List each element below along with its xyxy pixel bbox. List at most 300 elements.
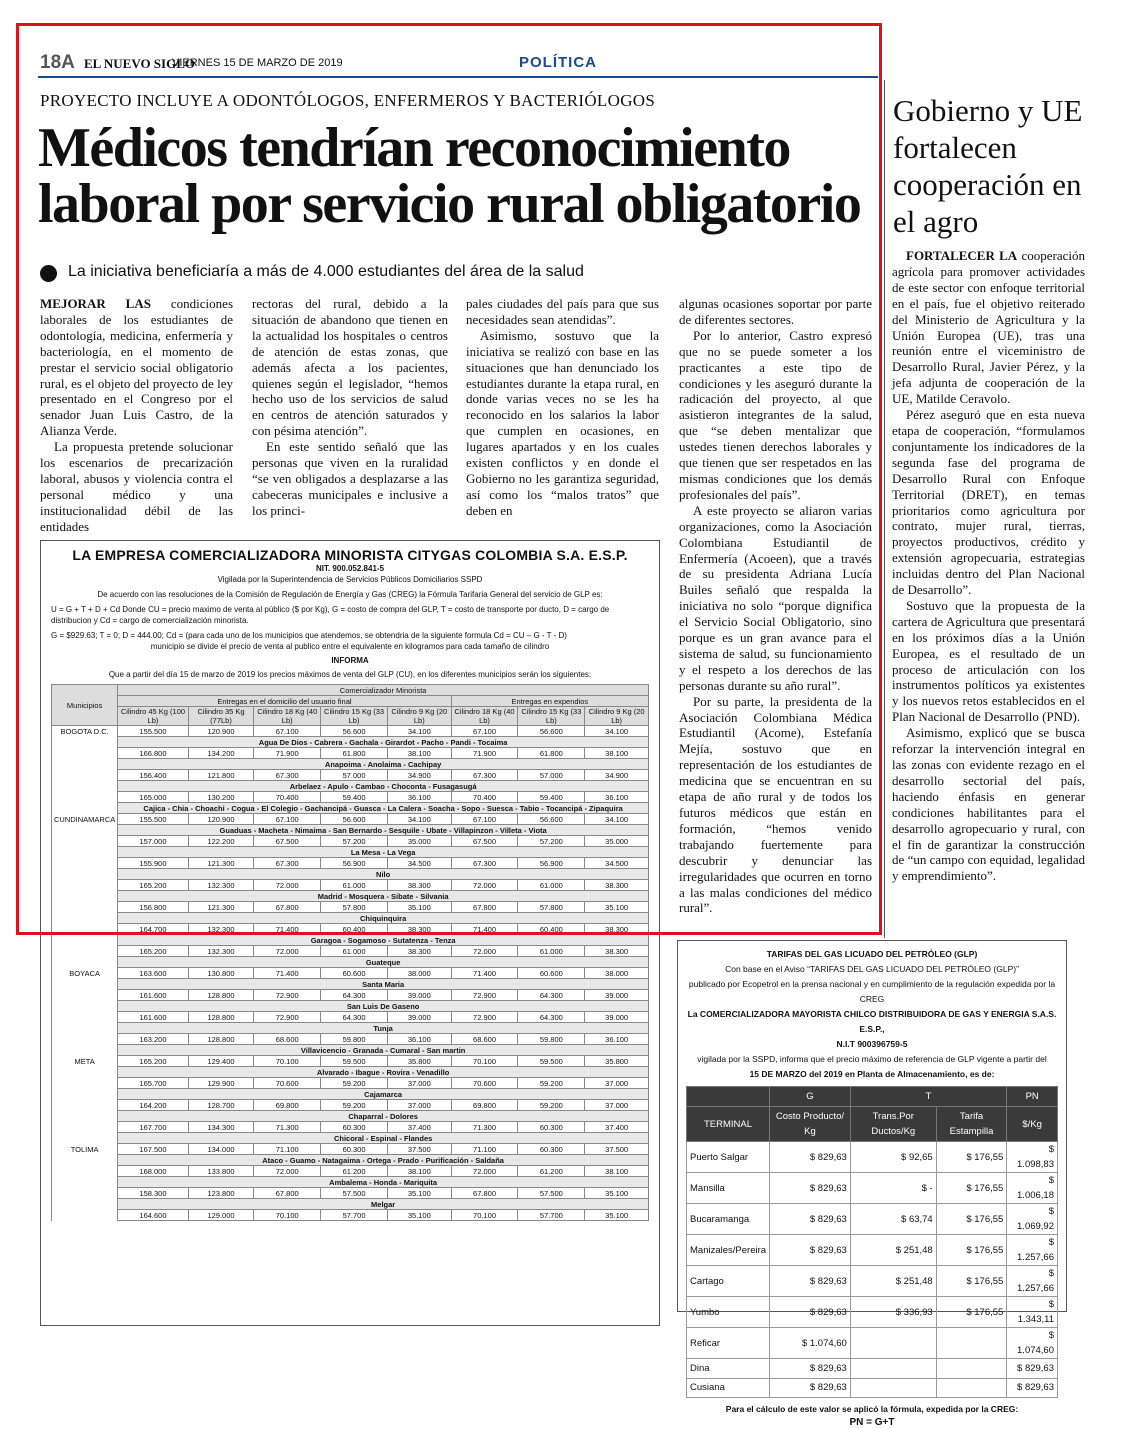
- value-cell: $ 829,63: [770, 1266, 851, 1297]
- column-header: Cilindro 45 Kg (100 Lb): [118, 707, 188, 726]
- table-row: [687, 1235, 1058, 1266]
- value-cell: $ 829,63: [770, 1204, 851, 1235]
- price-cell: 39.000: [585, 990, 649, 1001]
- value-cell: $ 251,48: [850, 1266, 936, 1297]
- municipio-cell: [52, 924, 118, 935]
- paragraph: condiciones laborales de los estudiantes de odontología, medicina, enfermería y bacteriología, en el momento de prestar el servicio social obligatorio rural, es el objeto del proyecto de ley presentado en el Congreso por el senador Juan Luis Castro, de la Alianza Verde.: [40, 296, 233, 439]
- table-row: [52, 891, 649, 902]
- subheading: La iniciativa beneficiaría a más de 4.000 estudiantes del área de la salud: [68, 263, 584, 280]
- terminal-cell: Dina: [687, 1359, 770, 1379]
- table-row: [52, 1012, 649, 1023]
- value-cell: [850, 1328, 936, 1359]
- price-cell: 71.400: [451, 924, 518, 935]
- price-cell: 67.300: [254, 770, 321, 781]
- price-cell: 38.000: [585, 968, 649, 979]
- price-cell: 64.300: [321, 1012, 388, 1023]
- price-cell: 168.000: [118, 1166, 188, 1177]
- article-column-3: [466, 296, 659, 519]
- price-cell: 59.500: [518, 1056, 585, 1067]
- vigilada-text: Vigilada por la Superintendencia de Servicios Públicos Domiciliarios SSPD: [217, 575, 483, 584]
- article-column-4: [679, 296, 872, 916]
- price-cell: 121.800: [188, 770, 254, 781]
- table-row: [52, 1056, 649, 1067]
- value-cell: $ 63,74: [850, 1204, 936, 1235]
- price-cell: 161.600: [118, 990, 188, 1001]
- group-label: Madrid - Mosquera - Sibate - Silvania: [118, 891, 649, 902]
- price-cell: 155.500: [118, 726, 188, 737]
- group-label: Arbelaez - Apulo - Cambao - Choconta - Fusagasugá: [118, 781, 649, 792]
- group-label: Ataco - Guamo - Natagaima - Ortega - Prado - Purificación - Saldaña: [118, 1155, 649, 1166]
- price-cell: 70.100: [451, 1210, 518, 1221]
- table-row: [52, 1100, 649, 1111]
- price-cell: 35.800: [585, 1056, 649, 1067]
- municipio-cell: [52, 946, 118, 957]
- price-cell: 39.000: [585, 1012, 649, 1023]
- headline-line-1: Médicos tendrían reconocimiento: [38, 117, 790, 179]
- table-row: [52, 770, 649, 781]
- price-cell: 59.200: [518, 1100, 585, 1111]
- terminal-cell: Bucaramanga: [687, 1204, 770, 1235]
- price-cell: 134.000: [188, 1144, 254, 1155]
- informa-label: INFORMA: [331, 656, 369, 665]
- municipio-cell: TOLIMA: [52, 1144, 118, 1155]
- price-cell: 61.000: [518, 946, 585, 957]
- price-cell: 134.200: [188, 748, 254, 759]
- header-comercializador: Comercializador Minorista: [118, 685, 649, 696]
- price-cell: 57.500: [321, 1188, 388, 1199]
- header-blank: [687, 1087, 770, 1107]
- municipio-cell: [52, 748, 118, 759]
- price-cell: 71.400: [254, 924, 321, 935]
- table-row: [52, 847, 649, 858]
- price-cell: 166.800: [118, 748, 188, 759]
- municipio-cell: [52, 935, 118, 946]
- table-row: [52, 924, 649, 935]
- municipio-cell: [52, 1089, 118, 1100]
- price-cell: 164.700: [118, 924, 188, 935]
- value-cell: [850, 1359, 936, 1379]
- paragraph: pales ciudades del país para que sus necesidades sean atendidas”.: [466, 296, 659, 327]
- price-cell: 69.800: [451, 1100, 518, 1111]
- price-cell: 165.200: [118, 880, 188, 891]
- price-table: [51, 684, 649, 1221]
- price-cell: 38.100: [387, 748, 451, 759]
- table-row: [52, 1144, 649, 1155]
- price-cell: 37.500: [585, 1144, 649, 1155]
- price-cell: 68.600: [451, 1034, 518, 1045]
- price-cell: 132.300: [188, 924, 254, 935]
- municipio-cell: [52, 825, 118, 836]
- price-cell: 56.600: [518, 726, 585, 737]
- price-cell: 61.000: [321, 946, 388, 957]
- price-cell: 61.800: [321, 748, 388, 759]
- municipio-cell: [52, 737, 118, 748]
- price-cell: 56.600: [321, 726, 388, 737]
- price-cell: 67.100: [254, 814, 321, 825]
- header-domicilio: Entregas en el domicilio del usuario final: [118, 696, 451, 707]
- price-cell: 61.000: [518, 880, 585, 891]
- price-cell: 71.400: [254, 968, 321, 979]
- municipio-cell: [52, 1199, 118, 1210]
- table-row: [52, 792, 649, 803]
- price-cell: 37.400: [387, 1122, 451, 1133]
- municipio-cell: [52, 1034, 118, 1045]
- paragraph: Por su parte, la presidenta de la Asociación Colombiana Médica Estudiantil (Acome), Estefanía Mejía, sostuvo que en representación de los estudiantes de medicina que se encuentran en su etapa de año rural y de todos los futuros médicos que están en formación, “hemos venido trabajando fuertemente para descubrir y denunciar las irregularidades que ocurren en torno a las malas condiciones del médico rural”.: [679, 693, 872, 916]
- advert-line: Con base en el Aviso “TARIFAS DEL GAS LICUADO DEL PETRÓLEO (GLP)”: [725, 964, 1019, 974]
- advert-line: publicado por Ecopetrol en la prensa nacional y en cumplimiento de la regulación expedida por la CREG: [688, 979, 1056, 1004]
- price-cell: 71.900: [451, 748, 518, 759]
- price-cell: 59.800: [321, 1034, 388, 1045]
- price-cell: 56.600: [321, 814, 388, 825]
- paragraph: algunas ocasiones soportar por parte de diferentes sectores.: [679, 296, 872, 327]
- price-cell: 67.800: [254, 902, 321, 913]
- formula-text: U = G + T + D + Cd Donde CU = precio maximo de venta al público ($ por Kg), G = costo de compra del GLP, T = costo de transporte por ducto, D = cargo de distribucion y Cd = cargo de comercialización minorista.: [51, 605, 610, 625]
- group-label: Villavicencio - Granada - Cumaral - San martin: [118, 1045, 649, 1056]
- price-cell: 37.000: [387, 1100, 451, 1111]
- table-row: [52, 1188, 649, 1199]
- price-cell: 36.100: [585, 1034, 649, 1045]
- table-row: [687, 1204, 1058, 1235]
- price-cell: 132.300: [188, 946, 254, 957]
- group-label: Alvarado - Ibague - Rovira - Venadillo: [118, 1067, 649, 1078]
- price-cell: 38.000: [387, 968, 451, 979]
- price-cell: 129.000: [188, 1210, 254, 1221]
- header-t: T: [850, 1087, 1006, 1107]
- price-cell: 56.900: [321, 858, 388, 869]
- price-cell: 71.900: [254, 748, 321, 759]
- price-cell: 38.300: [387, 946, 451, 957]
- table-row: [52, 781, 649, 792]
- municipio-cell: [52, 1133, 118, 1144]
- table-row: [52, 1155, 649, 1166]
- tariff-table: [686, 1086, 1058, 1398]
- value-cell: $ 829,63: [770, 1297, 851, 1328]
- paragraph: En este sentido señaló que las personas que viven en la ruralidad “se ven obligados a desplazarse a las cabeceras municipales e inclusive a los princi-: [252, 439, 448, 518]
- value-cell: $ 1.074,60: [1007, 1328, 1058, 1359]
- price-cell: 67.100: [451, 726, 518, 737]
- price-cell: 67.500: [451, 836, 518, 847]
- table-row: [52, 726, 649, 737]
- value-cell: $ 176,55: [936, 1204, 1007, 1235]
- nit: NIT. 900.052.841-5: [315, 564, 385, 573]
- price-cell: 163.600: [118, 968, 188, 979]
- price-cell: 36.100: [585, 792, 649, 803]
- value-cell: $ 1.343,11: [1007, 1297, 1058, 1328]
- municipio-cell: [52, 770, 118, 781]
- municipio-cell: CUNDINAMARCA: [52, 814, 118, 825]
- municipio-cell: [52, 847, 118, 858]
- table-row: [52, 825, 649, 836]
- value-cell: [936, 1378, 1007, 1398]
- price-cell: 72.900: [254, 1012, 321, 1023]
- lead-words: MEJORAR LAS: [40, 296, 151, 311]
- price-cell: 128.800: [188, 990, 254, 1001]
- municipio-cell: BOYACA: [52, 968, 118, 979]
- price-cell: 122.200: [188, 836, 254, 847]
- price-cell: 57.800: [518, 902, 585, 913]
- price-cell: 61.000: [321, 880, 388, 891]
- price-cell: 165.000: [118, 792, 188, 803]
- paragraph: A este proyecto se aliaron varias organizaciones, como la Asociación Colombiana Estudiantil de Enfermería (Acoeen), que a través de su presidenta Adriana Lucía Builes señaló que respalda la iniciativa no solo “porque dignifica el Servicio Social Obligatorio, sino porque es un gran avance para el sistema de salud, su funcionamiento y el respeto a los derechos de las personas durante su año rural”.: [679, 502, 872, 693]
- price-cell: 60.400: [518, 924, 585, 935]
- municipio-cell: [52, 1111, 118, 1122]
- value-cell: $ 1.074,60: [770, 1328, 851, 1359]
- price-cell: 164.200: [118, 1100, 188, 1111]
- value-cell: $ 1.098,83: [1007, 1142, 1058, 1173]
- table-row: [687, 1378, 1058, 1398]
- group-label: Cajamarca: [118, 1089, 649, 1100]
- price-cell: 67.300: [451, 770, 518, 781]
- column-divider: [884, 80, 885, 938]
- price-cell: 155.900: [118, 858, 188, 869]
- headline: [38, 117, 888, 235]
- table-row: [687, 1359, 1058, 1379]
- bullet-icon: [40, 265, 57, 282]
- price-cell: 37.400: [585, 1122, 649, 1133]
- terminal-cell: Puerto Salgar: [687, 1142, 770, 1173]
- que-text: Que a partir del día 15 de marzo de 2019 los precios máximos de venta del GLP (CU), en los diferentes municipios serán los siguientes:: [108, 670, 592, 679]
- header-terminal: TERMINAL: [687, 1107, 770, 1142]
- municipio-cell: [52, 913, 118, 924]
- price-cell: 128.800: [188, 1012, 254, 1023]
- table-row: [52, 946, 649, 957]
- group-label: Nilo: [118, 869, 649, 880]
- value-cell: [936, 1328, 1007, 1359]
- header-tarifa: Tarifa Estampilla: [936, 1107, 1007, 1142]
- price-cell: 60.300: [321, 1144, 388, 1155]
- price-cell: 34.900: [585, 770, 649, 781]
- price-cell: 59.800: [518, 1034, 585, 1045]
- value-cell: $ 829,63: [770, 1173, 851, 1204]
- price-cell: 167.500: [118, 1144, 188, 1155]
- price-cell: 37.500: [387, 1144, 451, 1155]
- article-column-1: [40, 296, 233, 535]
- price-cell: 71.100: [451, 1144, 518, 1155]
- municipio-cell: [52, 1012, 118, 1023]
- group-label: Chaparral - Dolores: [118, 1111, 649, 1122]
- value-cell: $ 829,63: [770, 1235, 851, 1266]
- price-cell: 57.000: [321, 770, 388, 781]
- article-column-2: [252, 296, 448, 519]
- lead-words: FORTALECER LA: [906, 248, 1018, 263]
- value-cell: $ 829,63: [1007, 1378, 1058, 1398]
- column-header: Cilindro 15 Kg (33 Lb): [518, 707, 585, 726]
- municipio-cell: [52, 957, 118, 968]
- terminal-cell: Cartago: [687, 1266, 770, 1297]
- price-cell: 167.700: [118, 1122, 188, 1133]
- table-row: [52, 1111, 649, 1122]
- price-cell: 57.000: [518, 770, 585, 781]
- price-cell: 59.200: [321, 1078, 388, 1089]
- price-cell: 57.200: [518, 836, 585, 847]
- group-label: Chiquinquira: [118, 913, 649, 924]
- page-number: 18A: [40, 52, 75, 73]
- municipio-cell: [52, 1166, 118, 1177]
- municipio-cell: [52, 1078, 118, 1089]
- price-cell: 35.100: [585, 1210, 649, 1221]
- sidebar-column: [892, 248, 1085, 884]
- table-row: [687, 1173, 1058, 1204]
- price-cell: 35.100: [387, 1210, 451, 1221]
- value-cell: $ 176,55: [936, 1173, 1007, 1204]
- municipio-cell: [52, 1210, 118, 1221]
- municipio-cell: [52, 1045, 118, 1056]
- headline-line-2: laboral por servicio rural obligatorio: [38, 173, 861, 235]
- terminal-cell: Manizales/Pereira: [687, 1235, 770, 1266]
- municipio-cell: [52, 902, 118, 913]
- value-cell: $ 336,93: [850, 1297, 936, 1328]
- advert-line: N.I.T 900396759-5: [836, 1039, 908, 1049]
- municipio-cell: BOGOTA D.C.: [52, 726, 118, 737]
- municipio-cell: [52, 1023, 118, 1034]
- price-cell: 67.800: [254, 1188, 321, 1199]
- table-row: [52, 902, 649, 913]
- header-g: G: [770, 1087, 851, 1107]
- price-cell: 35.000: [585, 836, 649, 847]
- table-row: [52, 748, 649, 759]
- table-row: [52, 1045, 649, 1056]
- price-cell: 155.500: [118, 814, 188, 825]
- table-row: [52, 1078, 649, 1089]
- price-cell: 67.300: [254, 858, 321, 869]
- price-cell: 121.300: [188, 858, 254, 869]
- price-cell: 60.300: [518, 1144, 585, 1155]
- municipio-cell: [52, 990, 118, 1001]
- value-cell: $ 176,55: [936, 1266, 1007, 1297]
- price-cell: 35.100: [387, 902, 451, 913]
- table-row: [52, 990, 649, 1001]
- price-cell: 67.800: [451, 1188, 518, 1199]
- paragraph: Sostuvo que la propuesta de la cartera de Agricultura que presentará en los próximos días a la Unión Europea, es el resultado de un proceso de articulación con los instrumentos políticos ya existentes y los nuevos retos establecidos en el Plan Nacional de Desarrollo (PND).: [892, 597, 1085, 725]
- group-label: Santa Maria: [118, 979, 649, 990]
- table-row: [52, 759, 649, 770]
- price-cell: 38.100: [585, 748, 649, 759]
- advert-line: 15 DE MARZO del 2019 en Planta de Almacenamiento, es de:: [749, 1069, 995, 1079]
- price-cell: 120.900: [188, 726, 254, 737]
- value-cell: $ -: [850, 1173, 936, 1204]
- value-cell: $ 829,63: [770, 1142, 851, 1173]
- terminal-cell: Reficar: [687, 1328, 770, 1359]
- header-expendios: Entregas en expendios: [451, 696, 648, 707]
- column-header: Cilindro 18 Kg (40 Lb): [451, 707, 518, 726]
- price-cell: 34.100: [585, 726, 649, 737]
- price-cell: 133.800: [188, 1166, 254, 1177]
- price-cell: 129.400: [188, 1056, 254, 1067]
- table-row: [687, 1142, 1058, 1173]
- header-municipios: Municipios: [52, 685, 118, 726]
- table-row: [52, 880, 649, 891]
- price-cell: 64.300: [321, 990, 388, 1001]
- price-cell: 165.200: [118, 946, 188, 957]
- paragraph: Por lo anterior, Castro expresó que no se puede someter a los practicantes a este tipo de condiciones y les aseguró durante la radicación del proyecto, al que asistieron integrantes de la salud, que “se deben mentalizar que ustedes tienen derechos laborales y que tienen que ser respetados en las mismas condiciones que los demás profesionales del país”.: [679, 327, 872, 502]
- price-cell: 70.100: [451, 1056, 518, 1067]
- price-cell: 35.000: [387, 836, 451, 847]
- paragraph: rectoras del rural, debido a la situación de abandono que tienen en la actualidad los hospitales o centros de atención de estas zonas, que además afecta a los pacientes, quienes según el legislador, “hemos hecho uso de los servicios de salud en centros de atención saturados y con pésima atención”.: [252, 296, 448, 439]
- price-cell: 130.200: [188, 792, 254, 803]
- column-header: Cilindro 9 Kg (20 Lb): [585, 707, 649, 726]
- price-cell: 165.700: [118, 1078, 188, 1089]
- price-cell: 35.100: [585, 1188, 649, 1199]
- price-cell: 70.600: [254, 1078, 321, 1089]
- advert-title: LA EMPRESA COMERCIALIZADORA MINORISTA CITYGAS COLOMBIA S.A. E.S.P.: [72, 547, 628, 563]
- price-cell: 70.400: [254, 792, 321, 803]
- price-cell: 72.000: [451, 880, 518, 891]
- price-cell: 70.100: [254, 1056, 321, 1067]
- municipio-cell: [52, 781, 118, 792]
- group-label: Cajica - Chia - Choachi - Cogua - El Colegio - Gachancipá - Guasca - La Calera - Soacha - Sopo - Suesca - Tabio - Tocancipá - Zipaquira: [118, 803, 649, 814]
- column-header: Cilindro 18 Kg (40 Lb): [254, 707, 321, 726]
- price-cell: 59.200: [321, 1100, 388, 1111]
- municipio-cell: [52, 1100, 118, 1111]
- value-cell: $ 176,55: [936, 1235, 1007, 1266]
- table-row: [52, 1001, 649, 1012]
- value-cell: $ 176,55: [936, 1142, 1007, 1173]
- price-cell: 34.100: [585, 814, 649, 825]
- paragraph: Pérez aseguró que en esta nueva etapa de cooperación, “formulamos conjuntamente los indicadores de la segunda fase del programa de Desarrollo Rural con Enfoque Territorial (DRET), en temas prioritarios como agricultura por contrato, mujer rural, tierras, proyectos productivos, crédito y extensión agropecuaria, estrategias incluidas dentro del Plan Nacional de Desarrollo”.: [892, 407, 1085, 598]
- value-cell: [936, 1359, 1007, 1379]
- price-cell: 38.300: [585, 946, 649, 957]
- price-cell: 123.800: [188, 1188, 254, 1199]
- price-cell: 35.800: [387, 1056, 451, 1067]
- price-cell: 70.600: [451, 1078, 518, 1089]
- price-cell: 72.900: [451, 1012, 518, 1023]
- glp-tariff-advert: [677, 940, 1067, 1429]
- value-cell: $ 176,55: [936, 1297, 1007, 1328]
- table-row: [52, 803, 649, 814]
- price-cell: 57.200: [321, 836, 388, 847]
- price-cell: 57.700: [321, 1210, 388, 1221]
- price-cell: 128.700: [188, 1100, 254, 1111]
- table-row: [52, 1210, 649, 1221]
- price-cell: 36.100: [387, 792, 451, 803]
- header-costo: Costo Producto/ Kg: [770, 1107, 851, 1142]
- price-cell: 70.100: [254, 1210, 321, 1221]
- dateline: VIERNES 15 DE MARZO DE 2019: [172, 57, 343, 69]
- value-cell: $ 1.257,66: [1007, 1235, 1058, 1266]
- price-cell: 64.300: [518, 1012, 585, 1023]
- value-cell: $ 92,65: [850, 1142, 936, 1173]
- table-row: [52, 1177, 649, 1188]
- price-cell: 158.300: [118, 1188, 188, 1199]
- table-row: [52, 968, 649, 979]
- advert-line: vigilada por la SSPD, informa que el precio máximo de referencia de GLP vigente a partir del: [697, 1054, 1047, 1064]
- price-cell: 134.300: [188, 1122, 254, 1133]
- terminal-cell: Mansilla: [687, 1173, 770, 1204]
- price-cell: 165.200: [118, 1056, 188, 1067]
- municipio-cell: [52, 1122, 118, 1133]
- paragraph: Asimismo, explicó que se busca reforzar la intervención integral en las zonas con evidente rezago en el desarrollo sectorial del país, haciendo énfasis en generar condiciones habilitantes para el desarrollo agropecuario y rural, con el fin de garantizar la construcción de “un campo con equidad, legalidad y emprendimiento”.: [892, 725, 1085, 884]
- column-header: Cilindro 15 Kg (33 Lb): [321, 707, 388, 726]
- price-cell: 72.900: [451, 990, 518, 1001]
- table-row: [687, 1297, 1058, 1328]
- terminal-cell: Yumbo: [687, 1297, 770, 1328]
- price-cell: 72.000: [451, 946, 518, 957]
- price-cell: 72.000: [254, 880, 321, 891]
- price-cell: 71.400: [451, 968, 518, 979]
- municipio-cell: [52, 1155, 118, 1166]
- municipio-cell: [52, 803, 118, 814]
- price-cell: 72.000: [254, 946, 321, 957]
- price-cell: 34.100: [387, 726, 451, 737]
- kicker: PROYECTO INCLUYE A ODONTÓLOGOS, ENFERMEROS Y BACTERIÓLOGOS: [40, 91, 656, 110]
- municipio-cell: [52, 891, 118, 902]
- municipio-text: municipio se divide el precio de venta al publico entre el equivalente en kilogramos para cada tamaño de cilindro: [150, 642, 550, 651]
- paragraph: Asimismo, sostuvo que la iniciativa se realizó con base en las situaciones que han denunciado los estudiantes durante la etapa rural, en donde varias veces no se les ha reconocido en los salarios la labor que cumplen en ocasiones, en lugares apartados y en los cuales existen conflictos y en donde el Gobierno no les garantiza seguridad, así como los “malos tratos” que deben en: [466, 327, 659, 518]
- municipio-cell: META: [52, 1056, 118, 1067]
- price-cell: 34.500: [585, 858, 649, 869]
- table-row: [52, 1133, 649, 1144]
- footer-text: Para el cálculo de este valor se aplicó la fórmula, expedida por la CREG:: [725, 1404, 1019, 1415]
